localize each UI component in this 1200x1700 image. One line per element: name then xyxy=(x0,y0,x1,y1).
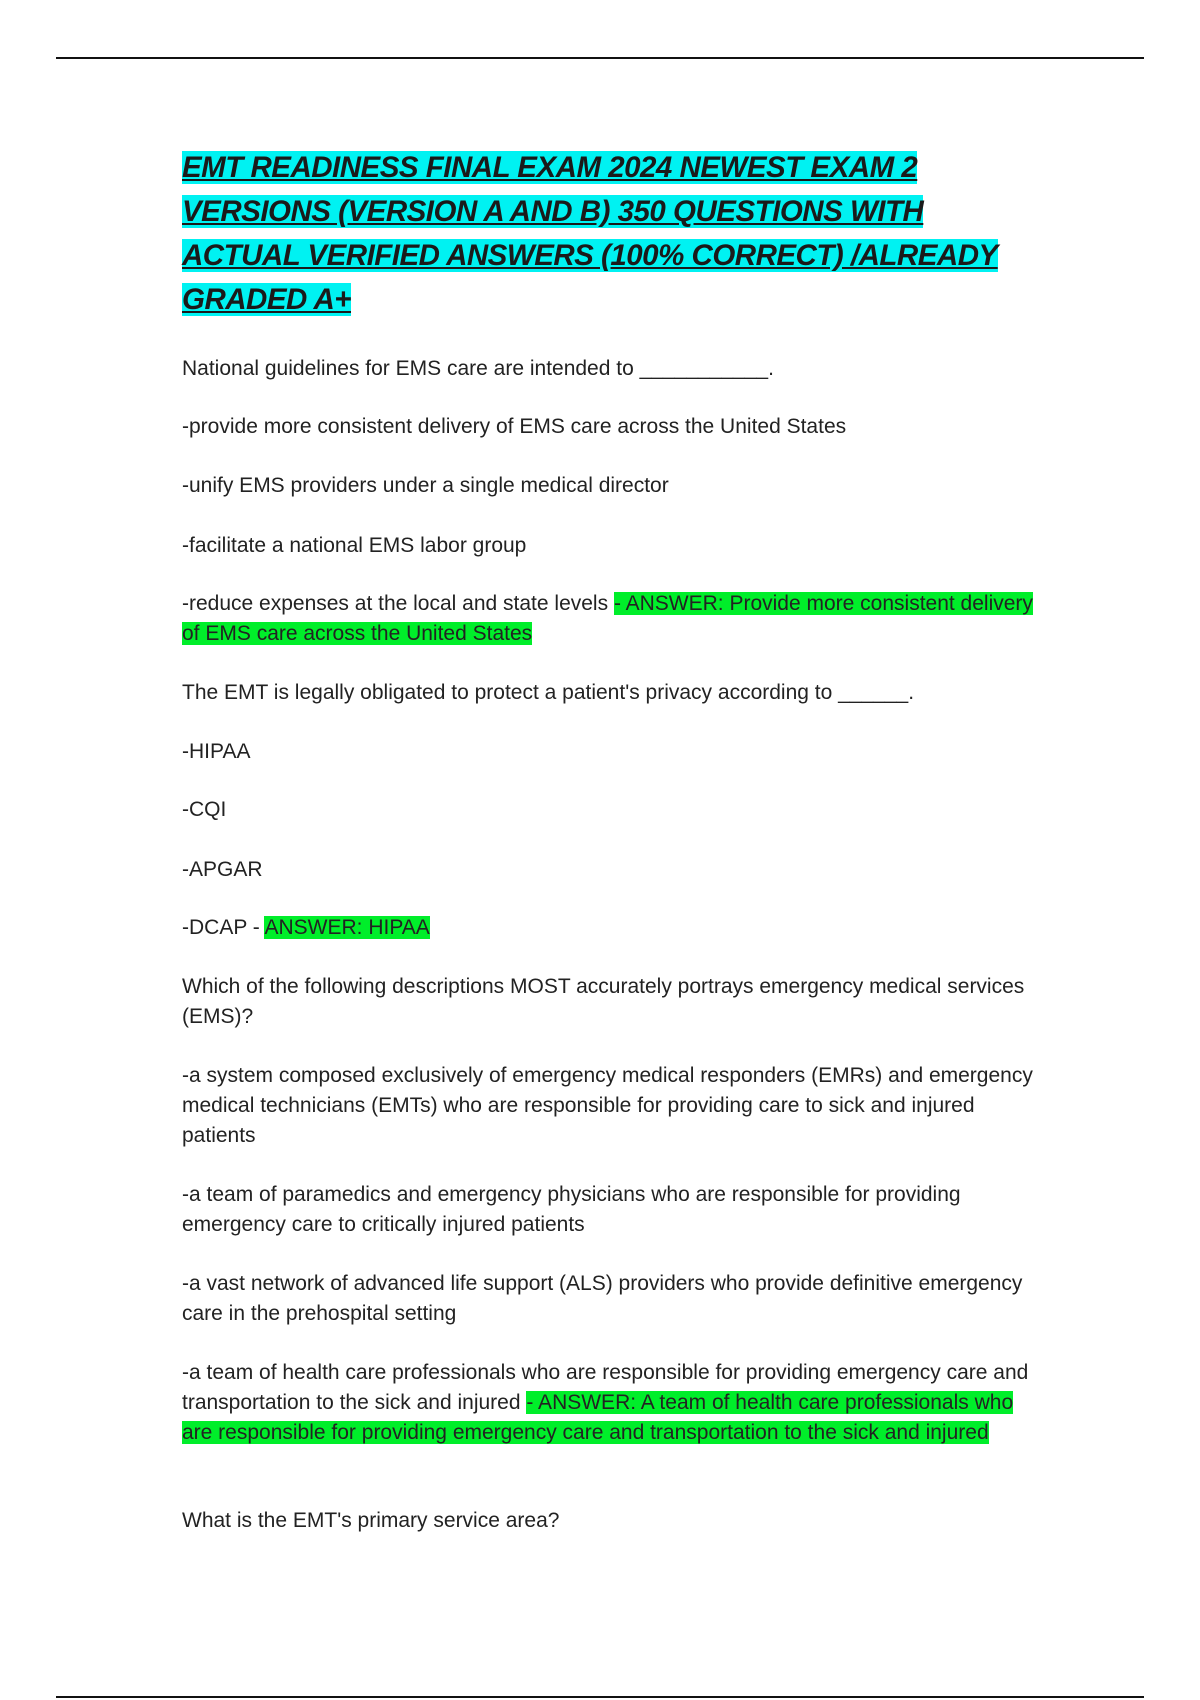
question-1-option-d xyxy=(182,589,1042,649)
question-1-answer: - ANSWER: Provide more consistent delivery of EMS care across the United States xyxy=(182,592,1033,645)
question-2-answer: ANSWER: HIPAA xyxy=(264,916,430,939)
question-1-option-b: -unify EMS providers under a single medical director xyxy=(182,474,669,497)
question-2-option-c: -APGAR xyxy=(182,858,263,881)
question-2-option-d xyxy=(182,913,1042,943)
question-3-option-c: -a vast network of advanced life support (ALS) providers who provide definitive emergency care in the prehospital setting xyxy=(182,1272,1023,1325)
question-2-option-d-text: -DCAP - xyxy=(182,916,260,939)
question-2-option-a: -HIPAA xyxy=(182,740,251,763)
footer-rule xyxy=(56,1696,1144,1698)
title-highlight: EMT READINESS FINAL EXAM 2024 NEWEST EXAM 2 VERSIONS (VERSION A AND B) 350 QUESTIONS WITH ACTUAL VERIFIED ANSWERS (100% CORRECT) /ALREADY GRADED A+ xyxy=(182,151,998,316)
question-3-option-d xyxy=(182,1358,1042,1448)
question-1-prompt: National guidelines for EMS care are intended to ___________. xyxy=(182,357,774,380)
header-rule xyxy=(56,57,1144,59)
question-3-option-b: -a team of paramedics and emergency physicians who are responsible for providing emergency care to critically injured patients xyxy=(182,1183,961,1236)
question-1-option-d-text: -reduce expenses at the local and state levels xyxy=(182,592,609,615)
document-title xyxy=(182,146,1002,322)
question-4-prompt: What is the EMT's primary service area? xyxy=(182,1509,560,1532)
question-3-option-a: -a system composed exclusively of emergency medical responders (EMRs) and emergency medical technicians (EMTs) who are responsible for providing care to sick and injured patients xyxy=(182,1064,1033,1147)
question-3-option-d-text: -a team of health care professionals who are responsible for providing emergency care and transportation to the sick and injured xyxy=(182,1361,1029,1414)
question-2-prompt: The EMT is legally obligated to protect a patient's privacy according to ______. xyxy=(182,681,915,704)
question-2-option-b: -CQI xyxy=(182,798,227,821)
question-3-prompt: Which of the following descriptions MOST accurately portrays emergency medical services (EMS)? xyxy=(182,975,1025,1028)
question-1-option-a: -provide more consistent delivery of EMS care across the United States xyxy=(182,415,847,438)
question-1-option-c: -facilitate a national EMS labor group xyxy=(182,534,527,557)
question-3-answer: - ANSWER: A team of health care professionals who are responsible for providing emergency care and transportation to the sick and injured xyxy=(182,1391,1014,1444)
